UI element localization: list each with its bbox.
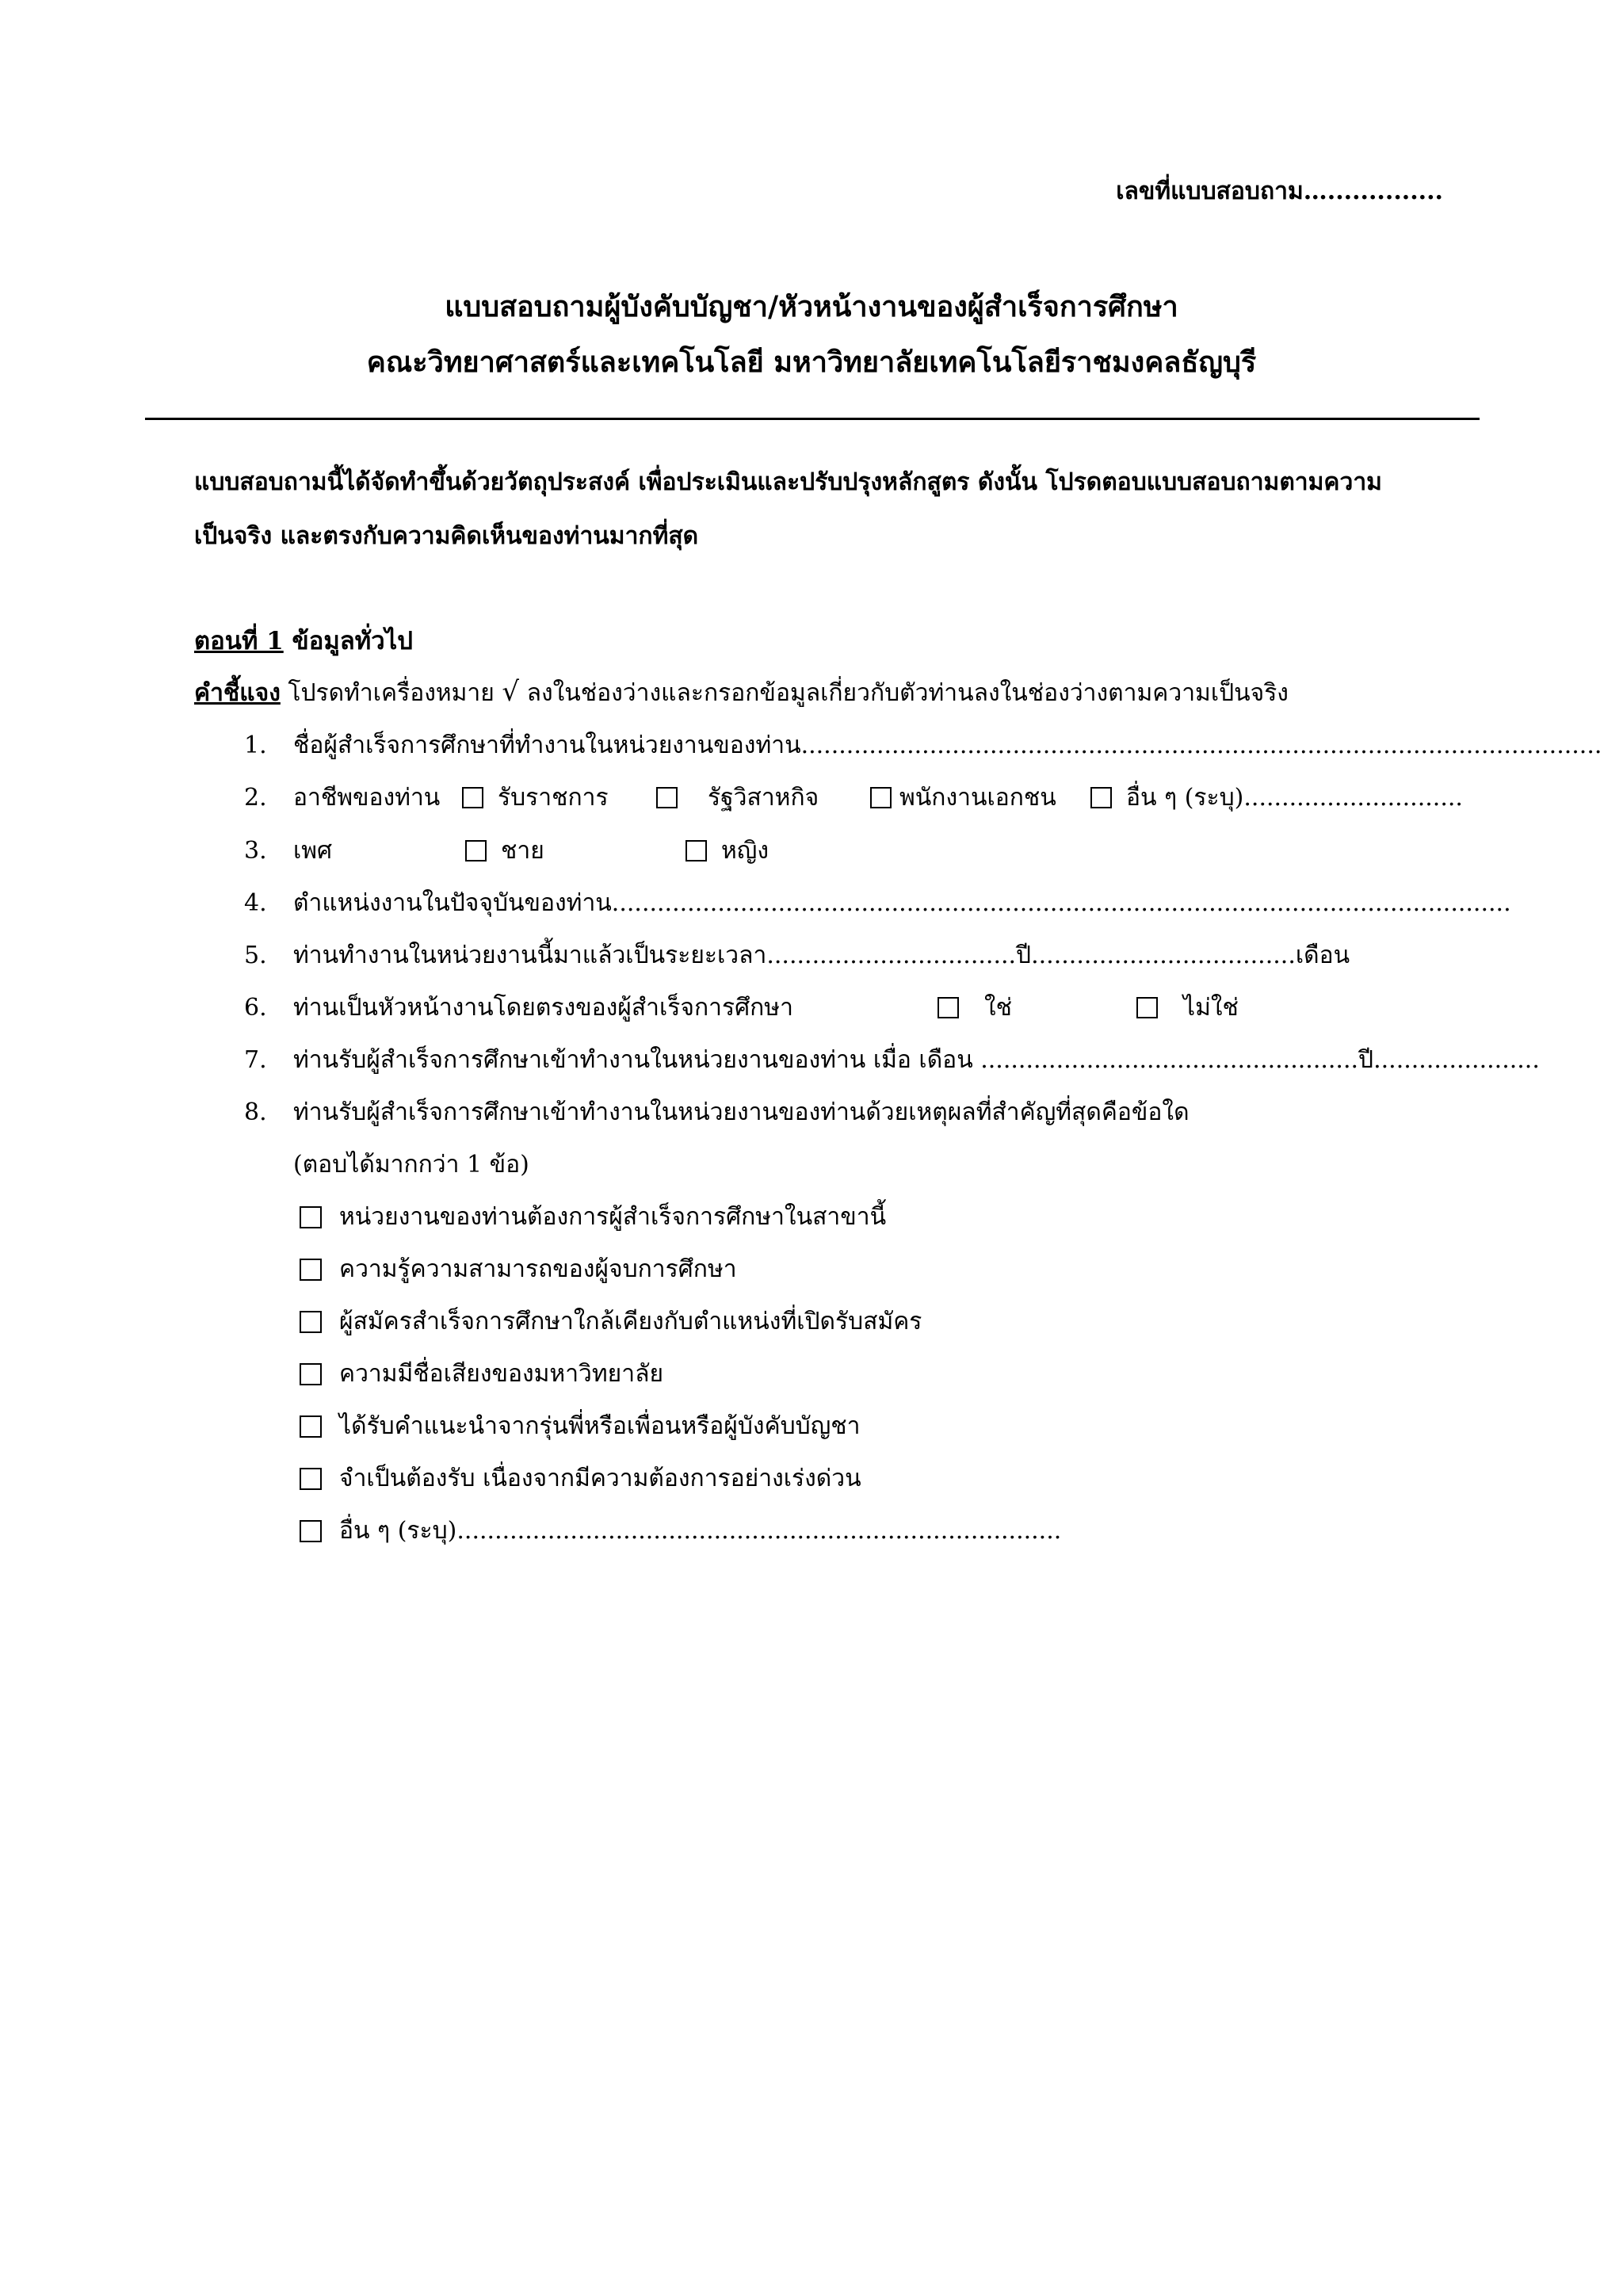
- reason-option-4[interactable]: [300, 1355, 663, 1392]
- option-label: จำเป็นต้องรับ เนื่องจากมีความต้องการอย่างเร่งด่วน: [339, 1465, 861, 1492]
- checkbox[interactable]: [462, 787, 483, 808]
- checkbox[interactable]: [938, 997, 959, 1018]
- option-label: ชาย: [501, 837, 544, 865]
- question-6: [244, 989, 793, 1026]
- question-4: [244, 884, 1511, 921]
- reason-option-7[interactable]: [300, 1512, 1061, 1549]
- checkbox[interactable]: [300, 1259, 322, 1281]
- option-label: อื่น ๆ (ระบุ)................................................................................: [339, 1517, 1062, 1545]
- reason-option-3[interactable]: [300, 1303, 922, 1340]
- checkbox[interactable]: [300, 1415, 322, 1438]
- checkbox[interactable]: [300, 1206, 322, 1228]
- question-number: 3.: [244, 837, 267, 865]
- question-text: ท่านรับผู้สำเร็จการศึกษาเข้าทำงานในหน่วยงานของท่านด้วยเหตุผลที่สำคัญที่สุดคือข้อใด: [293, 1098, 1190, 1126]
- intro-line-1: แบบสอบถามนี้ได้จัดทำขึ้นด้วยวัตถุประสงค์ เพื่อประเมินและปรับปรุงหลักสูตร ดังนั้น โปรดตอบแบบสอบถามตามความ: [194, 468, 1382, 496]
- question-text: อาชีพของท่าน: [293, 784, 441, 812]
- intro-line-2: เป็นจริง และตรงกับความคิดเห็นของท่านมากที่สุด: [194, 522, 699, 550]
- occupation-option-private[interactable]: [870, 779, 1056, 816]
- question-number: 5.: [244, 942, 267, 969]
- question-7: [244, 1041, 1540, 1078]
- question-5: [244, 937, 1350, 973]
- occupation-option-state-enterprise[interactable]: [656, 779, 819, 816]
- instruction-text-after: ลงในช่องว่างและกรอกข้อมูลเกี่ยวกับตัวท่านลงในช่องว่างตามความเป็นจริง: [519, 679, 1289, 707]
- checkbox[interactable]: [1136, 997, 1158, 1018]
- question-3: [244, 832, 332, 869]
- sex-option-male[interactable]: [465, 832, 544, 869]
- option-label: รัฐวิสาหกิจ: [708, 784, 819, 812]
- option-label: พนักงานเอกชน: [899, 784, 1056, 812]
- option-label: ความรู้ความสามารถของผู้จบการศึกษา: [339, 1255, 737, 1283]
- reason-option-2[interactable]: [300, 1251, 737, 1288]
- occupation-option-government[interactable]: [462, 779, 609, 816]
- sex-option-female[interactable]: [685, 832, 769, 869]
- question-number: 1.: [244, 732, 267, 759]
- work-duration-field[interactable]: ท่านทำงานในหน่วยงานนี้มาแล้วเป็นระยะเวลา.................................ปี...................................เดือน: [293, 942, 1350, 969]
- reason-option-5[interactable]: [300, 1408, 861, 1445]
- part-title: ข้อมูลทั่วไป: [283, 627, 413, 655]
- reason-option-1[interactable]: [300, 1198, 886, 1236]
- checkbox[interactable]: [1090, 787, 1112, 808]
- option-label: ใช่: [984, 994, 1013, 1022]
- hire-date-field[interactable]: ท่านรับผู้สำเร็จการศึกษาเข้าทำงานในหน่วยงานของท่าน เมื่อ เดือน ..................................................ปี......................: [293, 1046, 1540, 1074]
- current-position-field[interactable]: ตำแหน่งงานในปัจจุบันของท่าน.......................................................................................................................: [293, 889, 1511, 917]
- supervisor-option-yes[interactable]: [938, 989, 1012, 1026]
- option-label: อื่น ๆ (ระบุ).............................: [1126, 784, 1463, 812]
- part-label: ตอนที่ 1: [194, 627, 284, 655]
- checkbox[interactable]: [870, 787, 892, 808]
- form-subtitle: คณะวิทยาศาสตร์และเทคโนโลยี มหาวิทยาลัยเทคโนโลยีราชมงคลธัญบุรี: [366, 346, 1257, 379]
- question-number: 4.: [244, 889, 267, 917]
- option-label: ความมีชื่อเสียงของมหาวิทยาลัย: [339, 1360, 664, 1388]
- instruction-label: คำชี้แจง: [194, 679, 281, 707]
- option-label: หน่วยงานของท่านต้องการผู้สำเร็จการศึกษาในสาขานี้: [339, 1203, 887, 1231]
- employee-name-field[interactable]: ชื่อผู้สำเร็จการศึกษาที่ทำงานในหน่วยงานของท่าน..........................................................................................................: [293, 732, 1602, 759]
- reason-option-6[interactable]: [300, 1460, 861, 1497]
- checkbox[interactable]: [656, 787, 678, 808]
- option-label: หญิง: [721, 837, 769, 865]
- option-label: รับราชการ: [498, 784, 609, 812]
- question-number: 6.: [244, 994, 267, 1022]
- question-number: 7.: [244, 1046, 267, 1074]
- question-text: ท่านเป็นหัวหน้างานโดยตรงของผู้สำเร็จการศึกษา: [293, 994, 793, 1022]
- question-1: [244, 727, 1602, 763]
- supervisor-option-no[interactable]: [1136, 989, 1239, 1026]
- question-text: เพศ: [293, 837, 333, 865]
- questionnaire-number: เลขที่แบบสอบถาม…..............: [1116, 178, 1443, 205]
- form-title: แบบสอบถามผู้บังคับบัญชา/หัวหน้างานของผู้สำเร็จการศึกษา: [445, 290, 1178, 323]
- question-8: [244, 1094, 1190, 1130]
- checkbox[interactable]: [300, 1363, 322, 1385]
- checkbox[interactable]: [465, 840, 487, 861]
- checkmark-icon: √: [502, 676, 520, 708]
- checkbox[interactable]: [685, 840, 707, 861]
- checkbox[interactable]: [300, 1468, 322, 1490]
- header-divider: [145, 418, 1480, 420]
- question-number: 8.: [244, 1098, 267, 1126]
- instruction: [194, 674, 1289, 712]
- question-number: 2.: [244, 784, 267, 812]
- option-label: ได้รับคำแนะนำจากรุ่นพี่หรือเพื่อนหรือผู้บังคับบัญชา: [339, 1412, 861, 1440]
- instruction-text-before: โปรดทำเครื่องหมาย: [280, 679, 502, 707]
- occupation-option-other[interactable]: [1090, 779, 1463, 816]
- question-8-note: (ตอบได้มากกว่า 1 ข้อ): [293, 1151, 529, 1179]
- question-2: [244, 779, 440, 816]
- option-label: ผู้สมัครสำเร็จการศึกษาใกล้เคียงกับตำแหน่งที่เปิดรับสมัคร: [339, 1308, 922, 1335]
- option-label: ไม่ใช่: [1183, 994, 1239, 1022]
- checkbox[interactable]: [300, 1520, 322, 1542]
- checkbox[interactable]: [300, 1311, 322, 1333]
- part-heading: [194, 621, 413, 660]
